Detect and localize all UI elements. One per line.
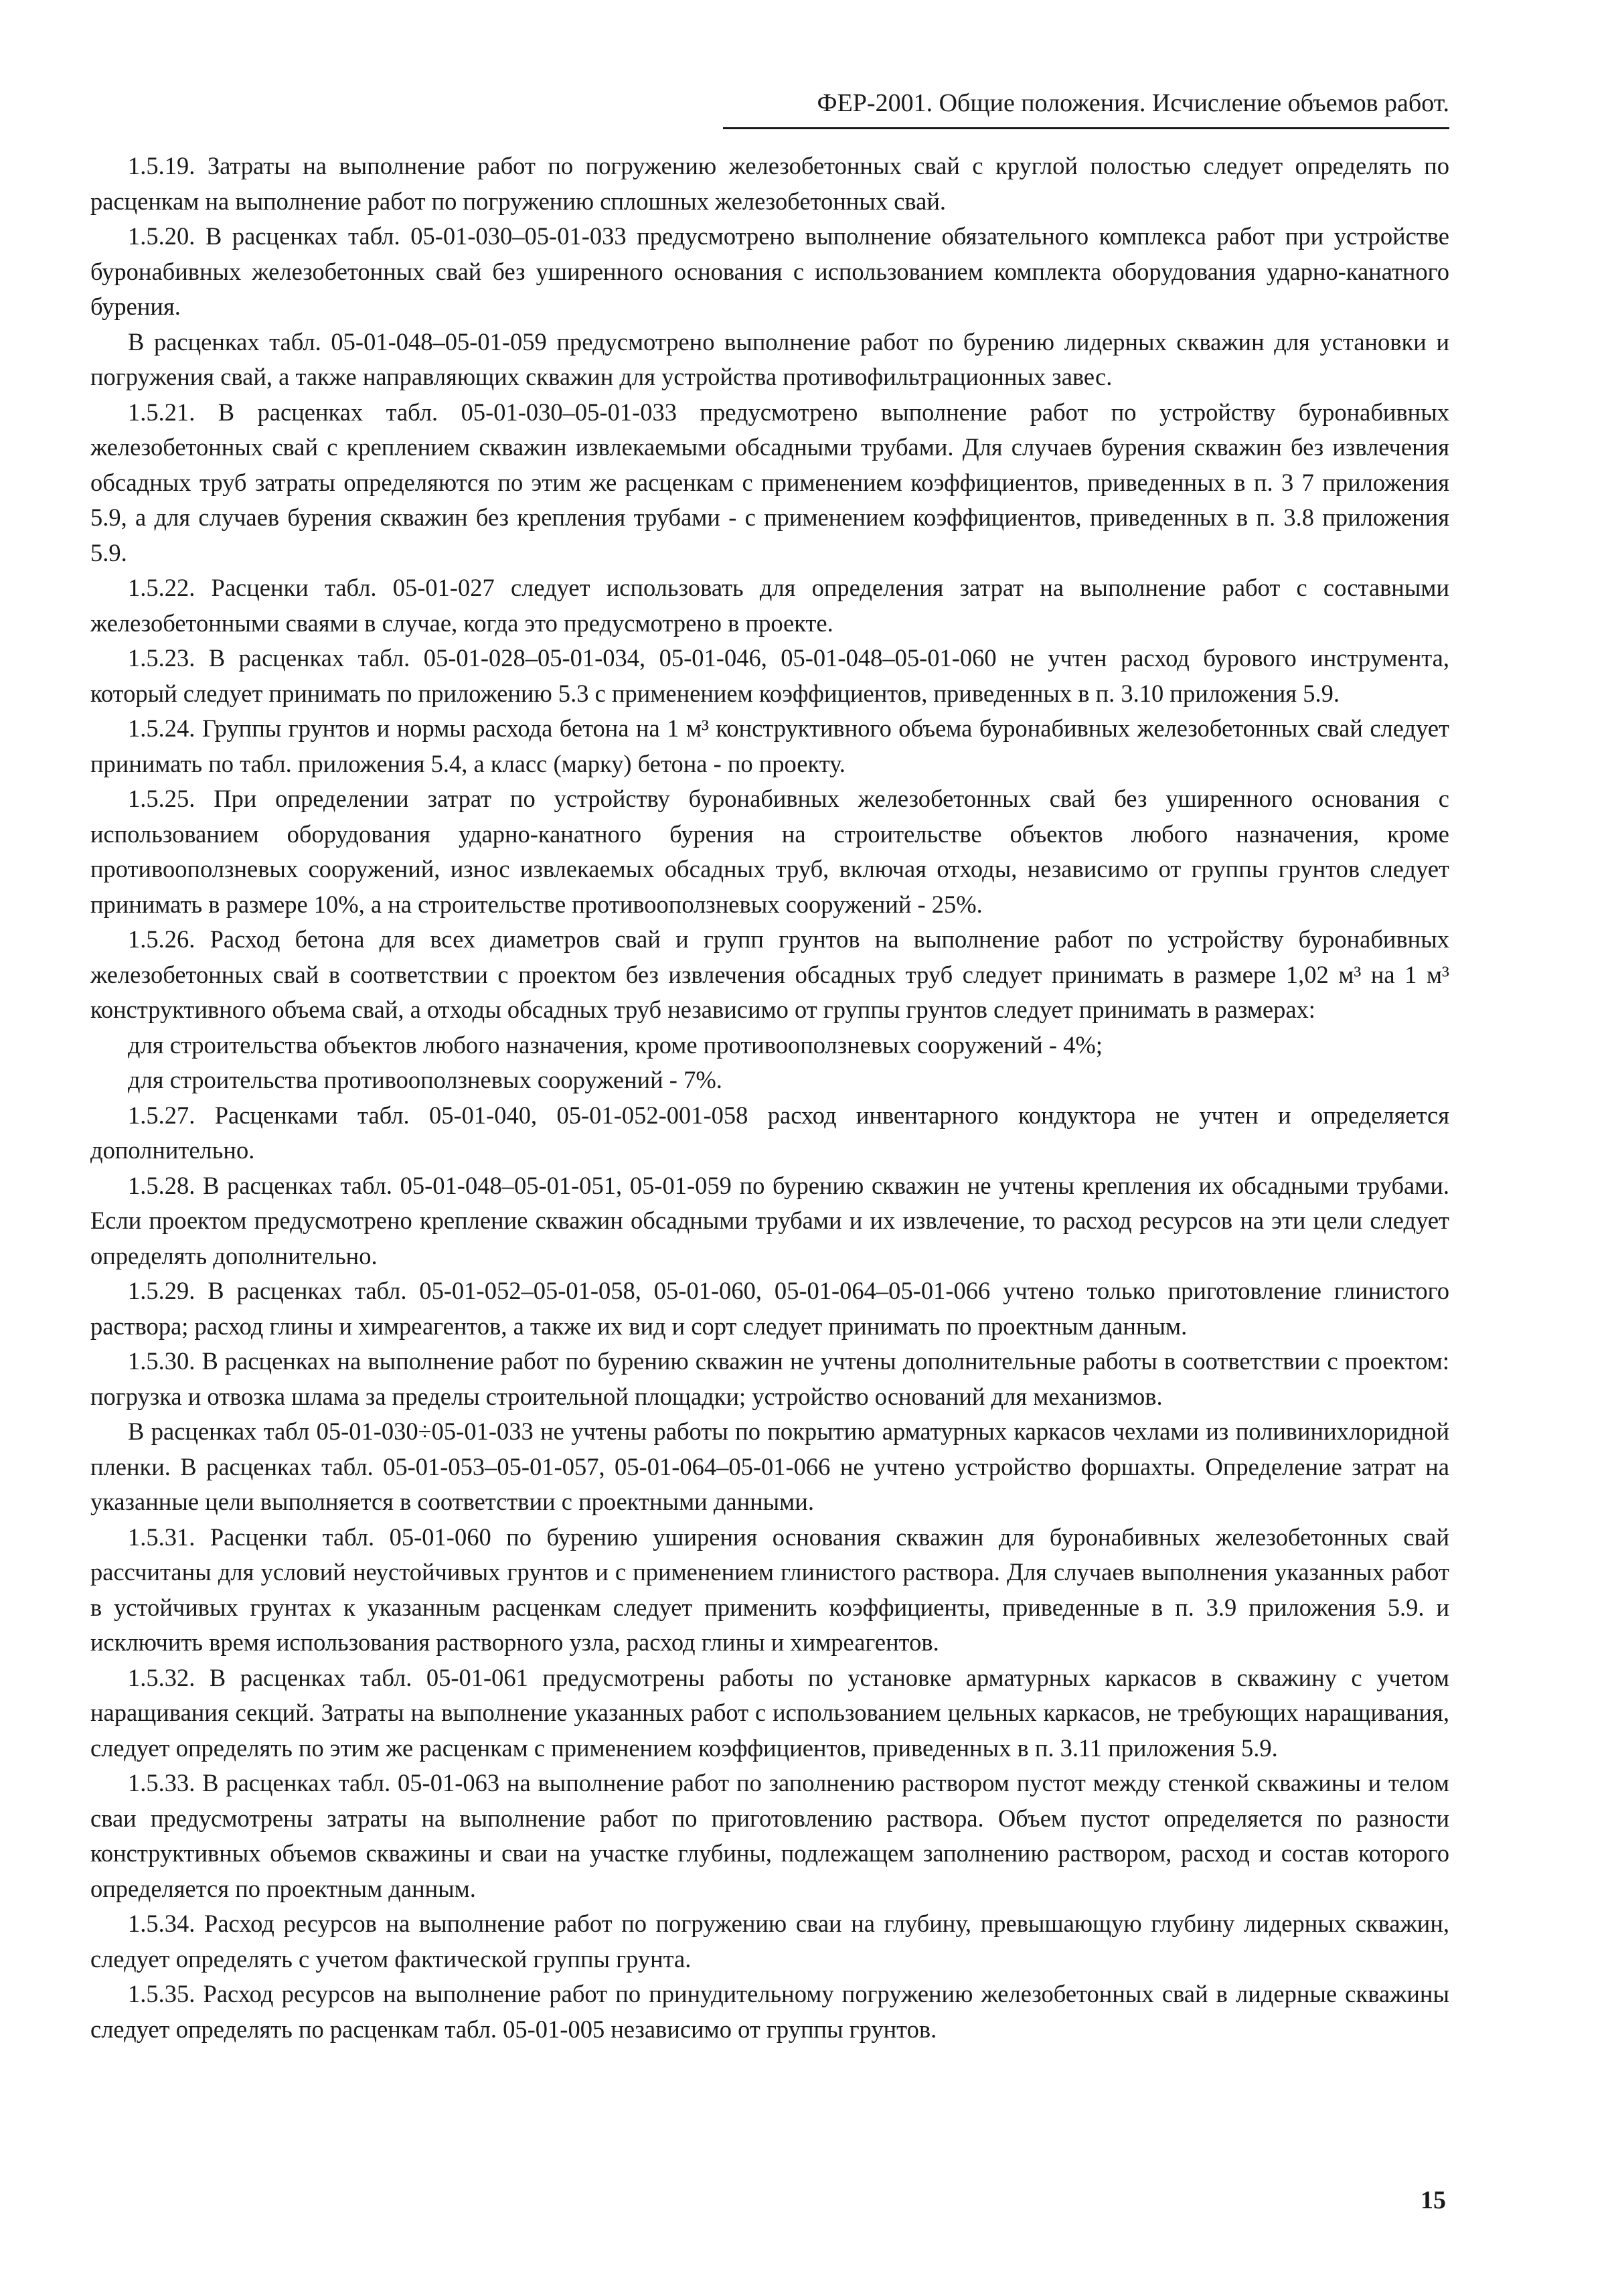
running-header: ФЕР-2001. Общие положения. Исчисление объемов работ. xyxy=(723,84,1449,129)
paragraph: 1.5.23. В расценках табл. 05-01-028–05-01-034, 05-01-046, 05-01-048–05-01-060 не учтен расход бурового инструмента, который следует принимать по приложению 5.3 с применением коэффициентов, приведенных в п. 3.10 приложения 5.9. xyxy=(90,644,1449,707)
page-number: 15 xyxy=(1421,2186,1446,2214)
paragraph: 1.5.19. Затраты на выполнение работ по погружению железобетонных свай с круглой полостью следует определять по расценкам на выполнение работ по погружению сплошных железобетонных свай. xyxy=(90,152,1449,215)
paragraph: 1.5.28. В расценках табл. 05-01-048–05-01-051, 05-01-059 по бурению скважин не учтены крепления их обсадными трубами. Если проектом предусмотрено крепление скважин обсадными трубами и их извлечение, то расход ресурсов на эти цели следует определять дополнительно. xyxy=(90,1171,1449,1270)
paragraph: 1.5.26. Расход бетона для всех диаметров свай и групп грунтов на выполнение работ по устройству буронабивных железобетонных свай в соответствии с проектом без извлечения обсадных труб следует принимать в размере 1,02 м³ на 1 м³ конструктивного объема свай, а отходы обсадных труб независимо от группы грунтов следует принимать в размерах: xyxy=(90,925,1449,1023)
paragraph: 1.5.35. Расход ресурсов на выполнение работ по принудительному погружению железобетонных свай в лидерные скважины следует определять по расценкам табл. 05-01-005 независимо от группы грунтов. xyxy=(90,1980,1449,2043)
paragraph: 1.5.31. Расценки табл. 05-01-060 по бурению уширения основания скважин для буронабивных железобетонных свай рассчитаны для условий неустойчивых грунтов и с применением глинистого раствора. Для случаев выполнения указанных работ в устойчивых грунтах к указанным расценкам следует применить коэффициенты, приведенные в п. 3.9 приложения 5.9. и исключить время использования растворного узла, расход глины и химреагентов. xyxy=(90,1523,1449,1656)
paragraph: В расценках табл. 05-01-048–05-01-059 предусмотрено выполнение работ по бурению лидерных скважин для установки и погружения свай, а также направляющих скважин для устройства противофильтрационных завес. xyxy=(90,327,1449,390)
paragraph: 1.5.32. В расценках табл. 05-01-061 предусмотрены работы по установке арматурных каркасов в скважину с учетом наращивания секций. Затраты на выполнение указанных работ с использованием цельных каркасов, не требующих наращивания, следует определять по этим же расценкам с применением коэффициентов, приведенных в п. 3.11 приложения 5.9. xyxy=(90,1663,1449,1762)
paragraph: В расценках табл 05-01-030÷05-01-033 не учтены работы по покрытию арматурных каркасов чехлами из поливинихлоридной пленки. В расценках табл. 05-01-053–05-01-057, 05-01-064–05-01-066 не учтено устройство форшахты. Определение затрат на указанные цели выполняется в соответствии с проектными данными. xyxy=(90,1418,1449,1515)
document-body xyxy=(90,149,1449,2047)
paragraph: 1.5.29. В расценках табл. 05-01-052–05-01-058, 05-01-060, 05-01-064–05-01-066 учтено только приготовление глинистого раствора; расход глины и химреагентов, а также их вид и сорт следует принимать по проектным данным. xyxy=(90,1277,1449,1340)
paragraph: 1.5.25. При определении затрат по устройству буронабивных железобетонных свай без уширенного основания с использованием оборудования ударно-канатного бурения на строительстве объектов любого назначения, кроме противооползневых сооружений, износ извлекаемых обсадных труб, включая отходы, независимо от группы грунтов следует принимать в размере 10%, а на строительстве противооползневых сооружений - 25%. xyxy=(90,785,1449,918)
paragraph: 1.5.24. Группы грунтов и нормы расхода бетона на 1 м³ конструктивного объема буронабивных железобетонных свай следует принимать по табл. приложения 5.4, а класс (марку) бетона - по проекту. xyxy=(90,714,1449,777)
paragraph: для строительства объектов любого назначения, кроме противооползневых сооружений - 4%; xyxy=(128,1030,1103,1059)
paragraph: 1.5.27. Расценками табл. 05-01-040, 05-01-052-001-058 расход инвентарного кондуктора не учтен и определяется дополнительно. xyxy=(90,1101,1449,1164)
paragraph: 1.5.33. В расценках табл. 05-01-063 на выполнение работ по заполнению раствором пустот между стенкой скважины и телом сваи предусмотрены затраты на выполнение работ по приготовлению раствора. Объем пустот определяется по разности конструктивных объемов скважины и сваи на участке глубины, подлежащем заполнению раствором, расход и состав которого определяется по проектным данным. xyxy=(90,1769,1449,1902)
paragraph: 1.5.30. В расценках на выполнение работ по бурению скважин не учтены дополнительные работы в соответствии с проектом: погрузка и отвозка шлама за пределы строительной площадки; устройство оснований для механизмов. xyxy=(90,1347,1449,1410)
paragraph: 1.5.20. В расценках табл. 05-01-030–05-01-033 предусмотрено выполнение обязательного комплекса работ при устройстве буронабивных железобетонных свай без уширенного основания с использованием комплекта оборудования ударно-канатного бурения. xyxy=(90,222,1449,320)
paragraph: 1.5.34. Расход ресурсов на выполнение работ по погружению сваи на глубину, превышающую глубину лидерных скважин, следует определять с учетом фактической группы грунта. xyxy=(90,1910,1449,1973)
paragraph: 1.5.22. Расценки табл. 05-01-027 следует использовать для определения затрат на выполнение работ с составными железобетонными сваями в случае, когда это предусмотрено в проекте. xyxy=(90,574,1449,637)
paragraph: для строительства противооползневых сооружений - 7%. xyxy=(128,1066,722,1093)
paragraph: 1.5.21. В расценках табл. 05-01-030–05-01-033 предусмотрено выполнение работ по устройству буронабивных железобетонных свай с креплением скважин извлекаемыми обсадными трубами. Для случаев бурения скважин без извлечения обсадных труб затраты определяются по этим же расценкам с применением коэффициентов, приведенных в п. 3 7 приложения 5.9, а для случаев бурения скважин без крепления трубами - с применением коэффициентов, приведенных в п. 3.8 приложения 5.9. xyxy=(90,398,1449,566)
